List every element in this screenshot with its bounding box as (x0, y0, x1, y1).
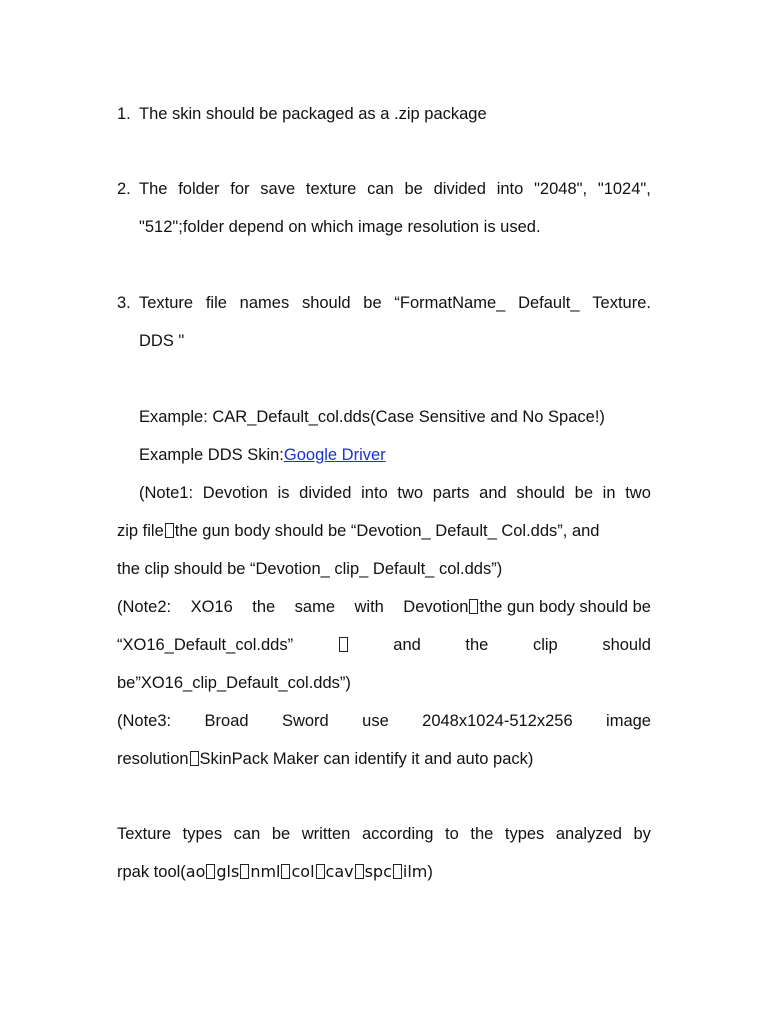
texture-type-ao: ao (185, 862, 206, 881)
missing-glyph-icon (355, 864, 364, 879)
missing-glyph-icon (240, 864, 249, 879)
missing-glyph-icon (165, 523, 174, 538)
note-1-line-1: (Note1: Devotion is divided into two parts and should be in two (139, 484, 651, 502)
list-number-1: 1. (117, 105, 131, 123)
item-3-line-2: DDS " (139, 332, 185, 350)
example-dds-skin-label: Example DDS Skin: (139, 446, 284, 464)
item-2-line-1: The folder for save texture can be divided into "2048", "1024", (139, 180, 651, 198)
texture-types-line-1: Texture types can be written according to the types analyzed by (117, 825, 651, 843)
note-1-line-2: zip file the gun body should be “Devotion_ Default_ Col.dds”, and (117, 522, 600, 540)
list-number-3: 3. (117, 294, 131, 312)
missing-glyph-icon (206, 864, 215, 879)
note-2-line-1: (Note2: XO16 the same with Devotion the gun body should be (117, 598, 651, 616)
item-2-line-2: "512";folder depend on which image resolution is used. (139, 218, 541, 236)
texture-type-spc: spc (364, 862, 392, 881)
note-3-line-1: (Note3: Broad Sword use 2048x1024-512x256 image (117, 712, 651, 730)
missing-glyph-icon (469, 599, 478, 614)
note-2-line-2: “XO16_Default_col.dds” and the clip should (117, 636, 651, 654)
missing-glyph-icon (316, 864, 325, 879)
item-3-line-1: Texture file names should be “FormatName_ Default_ Texture. (139, 294, 651, 312)
texture-type-cav: cav (325, 862, 354, 881)
example-text: Example: CAR_Default_col.dds(Case Sensitive and No Space!) (139, 408, 605, 426)
texture-type-nml: nml (250, 862, 281, 881)
example-dds-skin (139, 443, 651, 467)
note-3-line-2: resolution SkinPack Maker can identify it and auto pack) (117, 750, 534, 768)
item-1-text: The skin should be packaged as a .zip package (139, 105, 487, 123)
texture-type-ilm: ilm (402, 862, 428, 881)
list-number-2: 2. (117, 180, 131, 198)
texture-type-gls: gls (216, 862, 240, 881)
missing-glyph-icon (393, 864, 402, 879)
missing-glyph-icon (281, 864, 290, 879)
note-1-line-3: the clip should be “Devotion_ clip_ Default_ col.dds”) (117, 560, 503, 578)
note-2-line-3: be”XO16_clip_Default_col.dds”) (117, 674, 351, 692)
missing-glyph-icon (339, 637, 348, 652)
google-driver-link[interactable]: Google Driver (283, 446, 386, 464)
texture-types-line-2: rpak tool(ao gls nml col cav spc ilm) (117, 862, 433, 881)
missing-glyph-icon (190, 751, 199, 766)
texture-type-col: col (291, 862, 315, 881)
